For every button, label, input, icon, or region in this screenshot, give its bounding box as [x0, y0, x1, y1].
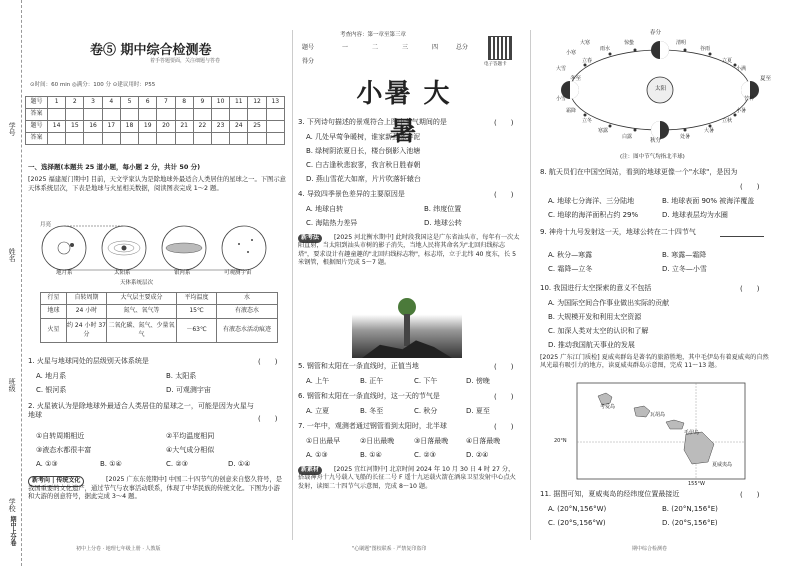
- question-5: 5. 钢管和太阳在一条直线时，正值当地: [298, 362, 419, 370]
- culture-tag: 新考向 | 传统文化: [28, 476, 84, 487]
- question-8: 8. 航天员们在中国空间站，看到的地球更像一个"水球"，是因为: [540, 168, 738, 176]
- score-label-number: 题号: [302, 44, 315, 51]
- orbit-label-yushui: 雨水: [600, 46, 611, 52]
- q9-option-a[interactable]: A. 秋分—寒露: [548, 251, 593, 259]
- q9-option-b[interactable]: B. 寒露—霜降: [662, 251, 707, 259]
- grid-cell: 1: [48, 97, 66, 109]
- orbit-label-autumn: 秋分: [650, 138, 662, 144]
- column-divider-1: [292, 30, 293, 540]
- question-9: 9. 神舟十九号发射这一天，地球公转在二十四节气: [540, 228, 696, 236]
- score-col-2: 二: [372, 44, 379, 51]
- grid-cell: 5: [120, 97, 138, 109]
- footer-right: 期中综合检测卷: [632, 546, 668, 552]
- diagram-label-solar: 太阳系: [114, 270, 131, 276]
- question-3: 3. 下列诗句描述的景观符合上图中节气期间的是: [298, 118, 447, 126]
- answer-paren: ( ): [258, 415, 278, 423]
- orbit-label-sun: 太阳: [655, 86, 667, 92]
- question-7: 7. 一年中，观测者通过钢管看到太阳时，北半球: [298, 422, 447, 430]
- grid-cell: 25: [248, 121, 266, 133]
- q2-option-c[interactable]: C. ②③: [166, 460, 188, 468]
- question-10: 10. 我国进行太空探索的意义不包括: [540, 284, 652, 292]
- orbit-label-spring: 春分: [650, 30, 662, 36]
- orbit-label-xiaoshu: 小暑: [736, 108, 747, 114]
- q10-option-b[interactable]: B. 大规模开发和利用太空资源: [548, 313, 642, 321]
- q6-option-c[interactable]: C. 秋分: [414, 407, 438, 415]
- grid-cell: 8: [175, 97, 193, 109]
- question-6: 6. 钢管和太阳在一条直线时，这一天的节气是: [298, 392, 440, 400]
- grid-cell: 6: [139, 97, 157, 109]
- question-4: 4. 导致四季景色差异的主要原因是: [298, 190, 405, 198]
- orbit-label-chushu: 处暑: [680, 134, 691, 140]
- grid-cell: 17: [102, 121, 120, 133]
- q2-option-a[interactable]: A. ①③: [36, 460, 58, 468]
- table-cell: 火星: [41, 319, 67, 343]
- grid-cell: 24: [230, 121, 248, 133]
- grid-row1-label: 题号: [26, 97, 48, 109]
- grid-cell: 23: [211, 121, 229, 133]
- qr-code[interactable]: [488, 36, 512, 60]
- diagram-label-earth-moon: 地月系: [56, 270, 73, 276]
- score-box: [298, 42, 476, 70]
- q4-option-a[interactable]: A. 地球自转: [306, 205, 344, 213]
- answer-paren: ( ): [258, 358, 278, 366]
- q4-option-b[interactable]: B. 纬度位置: [424, 205, 462, 213]
- grid-cell: 13: [266, 97, 284, 109]
- q2-option-d[interactable]: D. ①④: [228, 460, 251, 468]
- orbit-label-lixia: 立夏: [722, 58, 733, 64]
- q9-option-c[interactable]: C. 霜降—立冬: [548, 265, 593, 273]
- orbit-label-hanlu: 寒露: [598, 128, 609, 134]
- orbit-label-lichun: 立春: [582, 58, 593, 64]
- orbit-label-winter: 冬至: [570, 76, 582, 82]
- orbit-label-lidong: 立冬: [582, 118, 593, 124]
- q7-option-c[interactable]: C. ②③: [414, 451, 436, 459]
- q11-option-b[interactable]: B. (20°N,156°E): [662, 505, 718, 513]
- map-lon-label: 155°W: [688, 481, 705, 487]
- grid-cell: 7: [157, 97, 175, 109]
- q8-option-a[interactable]: A. 地球七分海洋、三分陆地: [548, 197, 635, 205]
- q6-option-d[interactable]: D. 夏至: [466, 407, 490, 415]
- q7-item-4: ④日落最晚: [466, 437, 501, 445]
- side-label-school: 学校: [8, 498, 17, 512]
- q3-option-c[interactable]: C. 白古逢秋悲寂寥，我言秋日胜春朝: [306, 161, 421, 169]
- table-cell: －63℃: [177, 319, 217, 343]
- landmark-photo: [352, 296, 462, 358]
- q6-option-b[interactable]: B. 冬至: [360, 407, 384, 415]
- table-cell: 24 小时: [67, 305, 107, 319]
- footer-middle: "心刷题"图校联系 · 严禁复印盗印: [352, 546, 427, 552]
- grid-cell: 19: [139, 121, 157, 133]
- intro-q1-2: [2025 福建厦门期中] 目前，天文学家认为是除地球外最适合人类居住的星球之一。下图示意天体系统层次，下表是地球与火星相关数据，阅读图表完成 1～2 题。: [28, 176, 286, 192]
- grid-cell: 22: [193, 121, 211, 133]
- side-label-name: 姓名: [8, 248, 17, 262]
- table-header: 大气层主要成分: [107, 293, 177, 305]
- question-1: 1. 火星与地球同处的层级别天体系统是: [28, 357, 149, 365]
- table-cell: 二氧化碳、氮气、少量氧气: [107, 319, 177, 343]
- q1-option-b[interactable]: B. 太阳系: [166, 372, 197, 380]
- grid-row2-label: 答案: [26, 109, 48, 121]
- solar-term-art: 小暑 大暑: [356, 79, 452, 147]
- grid-cell: 11: [230, 97, 248, 109]
- q3-option-b[interactable]: B. 绿树阴浓夏日长，楼台倒影入池塘: [306, 147, 421, 155]
- exam-meta: ⊙时间：60 min ◎满分：100 分 ⊙建议用时：P55: [30, 82, 156, 88]
- answer-grid: [25, 96, 285, 145]
- q2-item-1: ①自转周期相近: [36, 432, 85, 440]
- orbit-label-jingzhe: 惊蛰: [624, 40, 635, 46]
- q7-item-3: ③日落最晚: [414, 437, 449, 445]
- orbit-label-guyu: 谷雨: [700, 46, 711, 52]
- grid-cell: 3: [84, 97, 102, 109]
- grid-cell: 16: [84, 121, 102, 133]
- middle-header: 考查内容：第一章至第三章: [340, 32, 407, 38]
- table-cell: 15℃: [177, 305, 217, 319]
- q5-option-d[interactable]: D. 傍晚: [466, 377, 490, 385]
- orbit-label-liqiu: 立秋: [722, 118, 733, 124]
- grid-cell: 14: [48, 121, 66, 133]
- answer-paren: ( ): [494, 119, 514, 127]
- q1-option-d[interactable]: D. 可观测宇宙: [166, 386, 211, 394]
- intro-q5-7: [2025 河北衡水期中] 此时段我国这是广东省汕头市，每年有一次太阳直射，当太阳到汕头市树的影子消失，当地人民将其命名为"北回归线标志塔"，要求设计有趣童趣的"北回归线标志物"，标志塔，立于北纬 40 度东，长 5 米钢管，根据图片完成 5～7 题。: [298, 234, 520, 267]
- grid-row3-label: 题号: [26, 121, 48, 133]
- q8-option-b[interactable]: B. 地球表面 90% 被海洋覆盖: [662, 197, 755, 205]
- q4-option-d[interactable]: D. 地球公转: [424, 219, 462, 227]
- diagram-label-moon: 月亮: [40, 222, 52, 228]
- q2-option-b[interactable]: B. ①④: [100, 460, 122, 468]
- q1-option-a[interactable]: A. 地月系: [36, 372, 67, 380]
- answer-paren: ( ): [494, 423, 514, 431]
- q10-option-d[interactable]: D. 推动我国航天事业的发展: [548, 341, 635, 349]
- q7-option-b[interactable]: B. ①④: [360, 451, 382, 459]
- orbit-label-xiaoxue: 小雪: [556, 96, 567, 102]
- table-cell: 氮气、氧气等: [107, 305, 177, 319]
- answer-paren: ( ): [740, 491, 760, 499]
- question-11: 11. 据图可知，夏威夷岛的经纬度位置最接近: [540, 490, 680, 498]
- q5-option-c[interactable]: C. 下午: [414, 377, 438, 385]
- orbit-label-bailu: 白露: [622, 134, 633, 140]
- grid-row4-label: 答案: [26, 133, 48, 145]
- orbit-label-mangzhong: 芒种: [744, 96, 755, 102]
- grid-cell: 21: [175, 121, 193, 133]
- side-label-xuehao: 学号: [8, 122, 17, 136]
- map-label-maui: 毛伊岛: [684, 430, 700, 436]
- diagram-label-galaxy: 银河系: [174, 270, 191, 276]
- map-label-oahu: 瓦胡岛: [650, 412, 666, 418]
- q1-option-c[interactable]: C. 银河系: [36, 386, 67, 394]
- grid-cell: 9: [193, 97, 211, 109]
- q5-option-a[interactable]: A. 上午: [306, 377, 330, 385]
- grid-cell: 20: [157, 121, 175, 133]
- exam-subtitle: 着手答题要面，关注细题与答卷: [150, 58, 221, 64]
- orbit-caption: (注：图中节气均指北半球): [620, 154, 685, 160]
- intro-q3-4: [2025 广东东莞期中] 中国二十四节气的创意来自悠久符号，是我国重要的文化遗产，通过节气与农事活动联系，体现了中华民族的传统文化。下图为小游和大游的创意符号，据此完成 3～4 题。: [28, 476, 283, 500]
- q10-option-c[interactable]: C. 加深人类对太空的认识和了解: [548, 327, 649, 335]
- section-one-heading: 一、选择题(本题共 25 道小题，每小题 2 分，共计 50 分): [28, 163, 201, 171]
- exam-title: 卷⑤ 期中综合检测卷: [90, 43, 212, 58]
- diagram-label-universe: 可观测宇宙: [224, 270, 252, 276]
- orbit-label-xiaoman: 小满: [736, 66, 747, 72]
- q7-option-d[interactable]: D. ②④: [466, 451, 489, 459]
- answer-paren: ( ): [740, 183, 760, 191]
- map-lat-label: 20°N: [554, 438, 567, 444]
- side-binding-strip: [4, 0, 22, 566]
- grid-cell: 2: [66, 97, 84, 109]
- table-cell: 约 24 小时 37 分: [67, 319, 107, 343]
- q6-option-a[interactable]: A. 立夏: [306, 407, 330, 415]
- answer-paren: ( ): [494, 191, 514, 199]
- intro-q11-13: [2025 广东江门质检] 夏威夷群岛是著名的旅游胜地，其中毛伊岛有着夏威夷的自然风光最有吸引力的地方，读夏威夷群岛示意图，完成 11～13 题。: [540, 354, 769, 370]
- score-col-1: 一: [342, 44, 349, 51]
- map-label-hawaii: 夏威夷岛: [712, 462, 733, 468]
- q8-option-c[interactable]: C. 地球的海洋面积占约 29%: [548, 211, 639, 219]
- q2-item-2: ②平均温度相同: [166, 432, 215, 440]
- grid-cell: 10: [211, 97, 229, 109]
- footer-left: 初中上分卷 · 地理七年级上册 · 人教版: [76, 546, 161, 552]
- q10-option-a[interactable]: A. 为国际空间合作事业做出实际的贡献: [548, 299, 670, 307]
- side-bottom-badge: 期中上分卷: [9, 516, 16, 546]
- q9-option-d[interactable]: D. 立冬—小雪: [662, 265, 707, 273]
- table-header: 行星: [41, 293, 67, 305]
- q2-item-3: ③液态水都很丰富: [36, 446, 92, 454]
- q11-option-d[interactable]: D. (20°S,156°E): [662, 519, 718, 527]
- q7-item-1: ①日出最早: [306, 437, 341, 445]
- q3-option-a[interactable]: A. 几处早莺争暖树，谁家新燕啄春泥: [306, 133, 421, 141]
- q8-option-d[interactable]: D. 地球表层均为水圈: [662, 211, 728, 219]
- map-label-kauai: 考爱岛: [600, 404, 616, 410]
- orbit-label-dashu: 大暑: [704, 128, 715, 134]
- q2-item-4: ④大气成分相似: [166, 446, 215, 454]
- q3-option-d[interactable]: D. 燕山雪花大如席，片片吹落轩辕台: [306, 175, 421, 183]
- new-material-tag: 新素材: [298, 466, 322, 475]
- q11-option-c[interactable]: C. (20°S,156°W): [548, 519, 606, 527]
- score-col-3: 三: [402, 44, 409, 51]
- table-cell: 有液态水活动痕迹: [217, 319, 278, 343]
- table-header: 水: [217, 293, 278, 305]
- orbit-label-shuangjiang: 霜降: [566, 108, 577, 114]
- table-cell: 地球: [41, 305, 67, 319]
- grid-cell: 4: [102, 97, 120, 109]
- answer-paren: ( ): [494, 363, 514, 371]
- orbit-label-xiaohan: 小寒: [566, 50, 577, 56]
- orbit-label-qingming: 清明: [676, 40, 687, 46]
- q11-option-a[interactable]: A. (20°N,156°W): [548, 505, 607, 513]
- score-col-total: 总分: [456, 44, 469, 51]
- answer-paren: ( ): [494, 393, 514, 401]
- q7-option-a[interactable]: A. ①③: [306, 451, 328, 459]
- new-method-tag: 新考法: [298, 234, 322, 243]
- grid-cell: 12: [248, 97, 266, 109]
- side-label-class: 班级: [8, 378, 17, 392]
- q4-option-c[interactable]: C. 海陆热力差异: [306, 219, 358, 227]
- q7-item-2: ②日出最晚: [360, 437, 395, 445]
- table-cell: 有液态水: [217, 305, 278, 319]
- intro-q8-10: [2025 宜红河期中] 北京时间 2024 年 10 月 30 日 4 时 27 分，搭载神舟十九号载人飞船的长征二号 F 遥十九运载火箭在酒泉卫星发射中心点火发射，读图二十四节气示意图，完成 8～10 题。: [298, 466, 516, 490]
- answer-paren: ( ): [740, 285, 760, 293]
- table-header: 自转周期: [67, 293, 107, 305]
- answer-blank[interactable]: [720, 236, 764, 237]
- orbit-label-summer: 夏至: [760, 76, 772, 82]
- score-label-got: 得分: [302, 58, 315, 65]
- qr-caption: 电子答题卡: [484, 62, 507, 67]
- earth-mars-table: [40, 292, 278, 343]
- grid-cell: 18: [120, 121, 138, 133]
- orbit-label-dahan: 大寒: [580, 40, 591, 46]
- q5-option-b[interactable]: B. 正午: [360, 377, 384, 385]
- table-header: 平均温度: [177, 293, 217, 305]
- orbit-label-daxue: 大雪: [556, 66, 567, 72]
- question-2: 2. 火星被认为是除地球外最适合人类居住的星球之一，可能是因为火星与地球: [28, 402, 254, 420]
- column-divider-2: [530, 30, 531, 540]
- diagram-caption: 天体系统层次: [120, 280, 154, 286]
- score-col-4: 四: [432, 44, 439, 51]
- grid-cell: 15: [66, 121, 84, 133]
